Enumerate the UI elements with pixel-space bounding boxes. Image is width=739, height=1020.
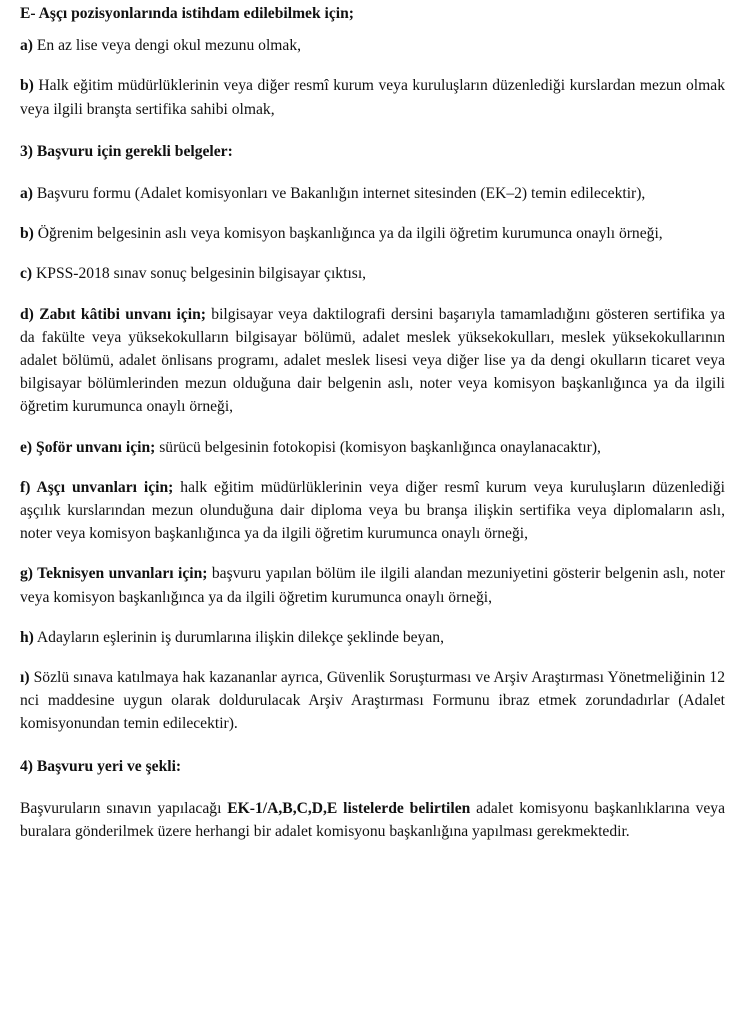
item-text: başvuru yapılan bölüm ile ilgili alandan mezuniyetini gösterir belgenin aslı, noter veya komisyon başkanlığınca ya da ilgili öğretim kurumunca onaylı örneği, <box>20 565 725 606</box>
paragraph-item-e <box>20 436 725 459</box>
item-text: Başvuru formu (Adalet komisyonları ve Bakanlığın internet sitesinden (EK–2) temin edilecektir), <box>33 185 646 203</box>
paragraph-item-g <box>20 562 725 608</box>
paragraph-e-b <box>20 74 725 120</box>
paragraph-item-c <box>20 262 725 285</box>
item-label: d) <box>20 305 34 323</box>
paragraph-item-b <box>20 222 725 245</box>
item-text: sürücü belgesinin fotokopisi (komisyon başkanlığınca onaylanacaktır), <box>155 438 601 456</box>
item-label: b) <box>20 77 34 95</box>
heading-3-required-documents: 3) Başvuru için gerekli belgeler: <box>20 142 233 160</box>
item-text: bilgisayar veya daktilografi dersini başarıyla tamamladığını gösteren sertifika ya da fakülte veya yüksekokulların bilgisayar bölümü, adalet meslek yüksekokulları, meslek yüksekokullarının adalet bölümü, adalet önlisans programı, adalet meslek lisesi veya diğer lise ya da dengi okulların ticaret veya bilgisayar bölümlerinden mezun olduğuna dair belgenin aslı, noter veya komisyon başkanlığınca ya da ilgili öğretim kurumunca onaylı örneği, <box>20 305 725 416</box>
item-label: b) <box>20 225 34 243</box>
final-text-bold: EK-1/A,B,C,D,E listelerde belirtilen <box>227 799 471 817</box>
item-text: Halk eğitim müdürlüklerinin veya diğer resmî kurum veya kuruluşların düzenlediği kurslardan mezun olmak veya ilgili branşta sertifika sahibi olmak, <box>20 77 725 118</box>
item-bold-lead: Zabıt kâtibi unvanı için; <box>33 305 206 323</box>
item-text: En az lise veya dengi okul mezunu olmak, <box>33 37 302 55</box>
item-text: Öğrenim belgesinin aslı veya komisyon başkanlığınca ya da ilgili öğretim kurumunca onaylı örneği, <box>33 225 663 243</box>
paragraph-final <box>20 797 725 843</box>
item-label: f) <box>20 478 31 496</box>
heading-4-application-place: 4) Başvuru yeri ve şekli: <box>20 757 182 775</box>
item-label: c) <box>20 265 33 283</box>
heading-e-section: E- Aşçı pozisyonlarında istihdam edilebilmek için; <box>20 5 355 22</box>
item-label: e) <box>20 438 33 456</box>
paragraph-item-a <box>20 182 725 205</box>
item-bold-lead: Şoför unvanı için; <box>32 438 156 456</box>
item-label: g) <box>20 565 33 583</box>
item-text: halk eğitim müdürlüklerinin veya diğer resmî kurum veya kuruluşların düzenlediği aşçılık kurslarından mezun olunduğuna dair diploma veya bu branşa ilişkin sertifika veya diplomaların aslı, noter veya komisyon başkanlığınca ya da ilgili öğretim kurumunca onaylı örneği, <box>20 478 725 543</box>
paragraph-item-h <box>20 626 725 649</box>
item-text: KPSS-2018 sınav sonuç belgesinin bilgisayar çıktısı, <box>32 265 367 283</box>
item-bold-lead: Aşçı unvanları için; <box>30 478 174 496</box>
item-label: a) <box>20 185 33 203</box>
paragraph-e-a <box>20 34 725 57</box>
item-text: Sözlü sınava katılmaya hak kazananlar ayrıca, Güvenlik Soruşturması ve Arşiv Araştırması Yönetmeliğinin 12 nci maddesine uygun olarak doldurulacak Arşiv Araştırması Formunu ibraz etmek zorundadırlar (Adalet komisyonundan temin edilecektir). <box>20 669 725 733</box>
final-text-post: adalet komisyonu başkanlıklarına veya buralara gönderilmek üzere herhangi bir adalet komisyonu başkanlığına yapılması gerekmektedir. <box>20 799 725 841</box>
final-text-pre: Başvuruların sınavın yapılacağı <box>20 799 228 817</box>
paragraph-item-d <box>20 303 725 419</box>
item-bold-lead: Teknisyen unvanları için; <box>33 565 208 583</box>
paragraph-item-f <box>20 476 725 546</box>
item-text: Adayların eşlerinin iş durumlarına ilişkin dilekçe şeklinde beyan, <box>33 628 444 646</box>
item-label: ı) <box>20 669 30 687</box>
paragraph-item-i <box>20 666 725 736</box>
item-label: a) <box>20 37 33 55</box>
item-label: h) <box>20 628 34 646</box>
